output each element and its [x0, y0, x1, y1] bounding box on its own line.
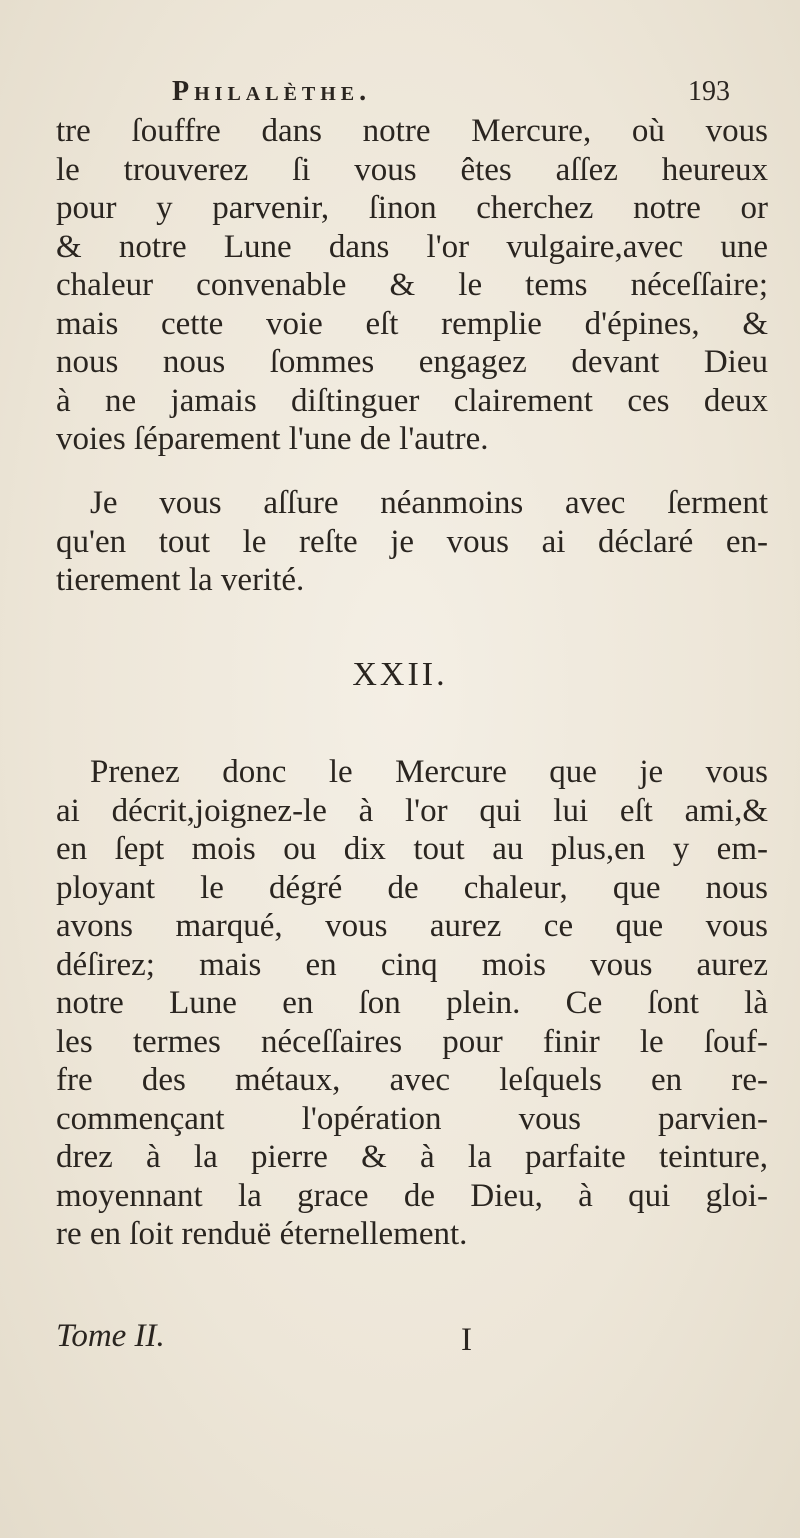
running-title: Philalèthe.	[172, 76, 372, 107]
text-line: avons marqué, vous aurez ce que vous	[56, 908, 768, 944]
text-line: tierement la verité.	[56, 562, 305, 598]
text-line: moyennant la grace de Dieu, à qui gloi-	[56, 1177, 768, 1214]
text-line: en ſept mois ou dix tout au plus,en y em-	[56, 831, 768, 867]
text-line: commençant l'opération vous parvien-	[56, 1100, 768, 1137]
gathering-mark: I	[461, 1322, 472, 1358]
section-heading: XXII.	[352, 656, 448, 693]
paragraph-section-xxii	[56, 753, 768, 1254]
text-line: le trouverez ſi vous êtes aſſez heureux	[56, 151, 768, 188]
page-number: 193	[688, 76, 730, 107]
text-line: fre des métaux, avec leſquels en re-	[56, 1062, 768, 1098]
text-line: pour y parvenir, ſinon cherchez notre or	[56, 190, 768, 226]
paragraph-continued	[56, 112, 768, 459]
text-line: qu'en tout le reſte je vous ai déclaré en-	[56, 523, 768, 560]
page-header	[172, 76, 740, 116]
page-footer	[56, 1318, 496, 1368]
text-line: Prenez donc le Mercure que je vous	[90, 754, 768, 790]
text-line: voies ſéparement l'une de l'autre.	[56, 421, 489, 457]
text-line: drez à la pierre & à la parfaite teinture,	[56, 1139, 768, 1175]
text-line: mais cette voie eſt remplie d'épines, &	[56, 305, 768, 342]
text-line: déſirez; mais en cinq mois vous aurez	[56, 946, 768, 983]
text-line: ployant le dégré de chaleur, que nous	[56, 869, 768, 906]
volume-signature: Tome II.	[56, 1318, 165, 1354]
text-line: & notre Lune dans l'or vulgaire,avec une	[56, 228, 768, 265]
text-line: notre Lune en ſon plein. Ce ſont là	[56, 985, 768, 1021]
text-line: re en ſoit renduë éternellement.	[56, 1216, 468, 1252]
text-line: à ne jamais diſtinguer clairement ces deux	[56, 382, 768, 419]
text-line: les termes néceſſaires pour finir le ſouf-	[56, 1023, 768, 1060]
text-line: ai décrit,joignez-le à l'or qui lui eſt ami,&	[56, 792, 768, 829]
text-line: nous nous ſommes engagez devant Dieu	[56, 344, 768, 380]
text-line: tre ſouffre dans notre Mercure, où vous	[56, 113, 768, 149]
text-line: Je vous aſſure néanmoins avec ſerment	[90, 485, 768, 521]
text-line: chaleur convenable & le tems néceſſaire;	[56, 267, 768, 303]
paragraph-assurance	[56, 484, 768, 600]
